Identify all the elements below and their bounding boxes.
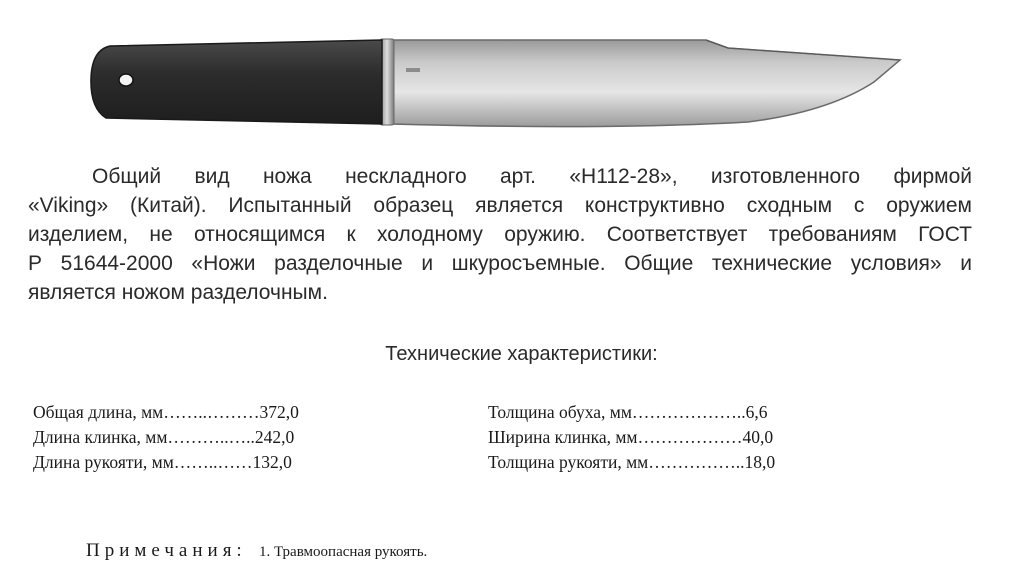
- spec-row: Длина рукояти, мм……..……132,0: [33, 452, 292, 472]
- blade: [390, 40, 900, 127]
- specs-right-column: [488, 400, 775, 475]
- handle: [91, 40, 382, 124]
- description-line: изделием, не относящимся к холодному оружию. Соответствует требованиям ГОСТ: [28, 223, 972, 246]
- description-line: «Viking» (Китай). Испытанный образец является конструктивно сходным с оружием: [28, 194, 972, 217]
- notes-text: 1. Травмоопасная рукоять.: [258, 544, 428, 560]
- description-paragraph: [28, 162, 972, 307]
- knife-illustration: [88, 38, 903, 130]
- spec-row: Ширина клинка, мм………………40,0: [488, 427, 774, 447]
- description-line: является ножом разделочным.: [28, 281, 328, 304]
- notes-label: Примечания:: [86, 540, 247, 561]
- spec-row: Толщина обуха, мм………………..6,6: [488, 402, 768, 422]
- notes: [86, 540, 427, 562]
- spec-row: Общая длина, мм……..………372,0: [33, 402, 299, 422]
- specs-left-column: [33, 400, 299, 475]
- description-line: Общий вид ножа нескладного арт. «Н112-28», изготовленного фирмой: [92, 165, 972, 188]
- specs-title: Технические характеристики:: [385, 343, 658, 365]
- spec-row: Толщина рукояти, мм……………..18,0: [488, 452, 776, 472]
- spec-row: Длина клинка, мм………..…..242,0: [33, 427, 295, 447]
- description-line: Р 51644-2000 «Ножи разделочные и шкуросъемные. Общие технические условия» и: [28, 252, 972, 275]
- lanyard-hole: [119, 74, 133, 86]
